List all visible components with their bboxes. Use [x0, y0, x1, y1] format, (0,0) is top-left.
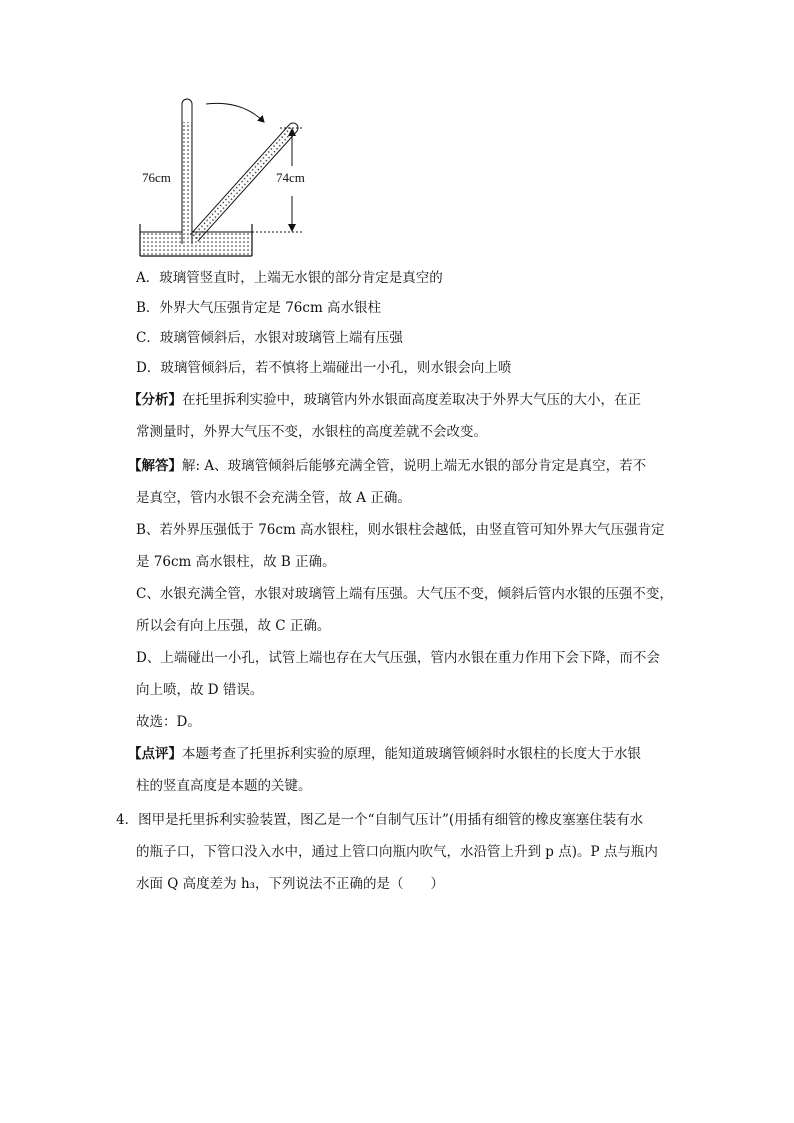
option-d: D．玻璃管倾斜后，若不慎将上端碰出一小孔，则水银会向上喷: [136, 360, 512, 376]
comment-line-2: 柱的竖直高度是本题的关键。: [136, 778, 312, 794]
question4-line-3: 水面 Q 高度差为 h₃，下列说法不正确的是（ ）: [136, 876, 445, 892]
solution-text-1: 解: A、玻璃管倾斜后能够充满全管，说明上端无水银的部分肯定是真空，若不: [182, 458, 647, 474]
solution-line-7: D、上端碰出一小孔，试管上端也存在大气压强，管内水银在重力作用下会下降，而不会: [136, 650, 660, 666]
comment-line-1: [128, 744, 641, 764]
comment-text-1: 本题考查了托里拆利实验的原理，能知道玻璃管倾斜时水银柱的长度大于水银: [182, 746, 641, 762]
torricelli-figure: [130, 92, 310, 262]
label-76cm: 76cm: [142, 170, 171, 185]
solution-line-5: C、水银充满全管，水银对玻璃管上端有压强。大气压不变，倾斜后管内水银的压强不变，: [136, 586, 673, 602]
question4-line-2: 的瓶子口，下管口没入水中，通过上管口向瓶内吹气，水沿管上升到 p 点)。P 点与瓶内: [136, 844, 658, 860]
question4-text-1: 图甲是托里拆利实验装置，图乙是一个“自制气压计”(用插有细管的橡皮塞塞住装有水: [138, 812, 644, 828]
solution-line-1: [128, 456, 646, 476]
question4-line-1: [116, 810, 643, 830]
solution-line-8: 向上喷，故 D 错误。: [136, 682, 264, 698]
label-74cm: 74cm: [276, 170, 305, 185]
solution-tag: 【解答】: [128, 458, 182, 474]
mercury-basin: [140, 224, 302, 256]
option-b: B．外界大气压强肯定是 76cm 高水银柱: [136, 300, 382, 316]
solution-answer: 故选：D。: [136, 714, 201, 730]
option-a: A．玻璃管竖直时，上端无水银的部分肯定是真空的: [136, 270, 443, 286]
analysis-line-2: 常测量时，外界大气压不变，水银柱的高度差就不会改变。: [136, 424, 487, 440]
solution-line-2: 是真空，管内水银不会充满全管，故 A 正确。: [136, 490, 411, 506]
solution-line-6: 所以会有向上压强，故 C 正确。: [136, 618, 331, 634]
comment-tag: 【点评】: [128, 746, 182, 762]
analysis-line-1: [128, 390, 641, 410]
question4-number: 4．: [116, 812, 139, 828]
analysis-tag: 【分析】: [128, 392, 182, 408]
rotation-arrow: [206, 103, 264, 122]
solution-line-3: B、若外界压强低于 76cm 高水银柱，则水银柱会越低，由竖直管可知外界大气压强肯定: [136, 522, 665, 538]
vertical-tube: [182, 99, 192, 244]
option-c: C．玻璃管倾斜后，水银对玻璃管上端有压强: [136, 330, 403, 346]
analysis-text-1: 在托里拆利实验中，玻璃管内外水银面高度差取决于外界大气压的大小，在正: [182, 392, 641, 408]
solution-line-4: 是 76cm 高水银柱，故 B 正确。: [136, 554, 336, 570]
